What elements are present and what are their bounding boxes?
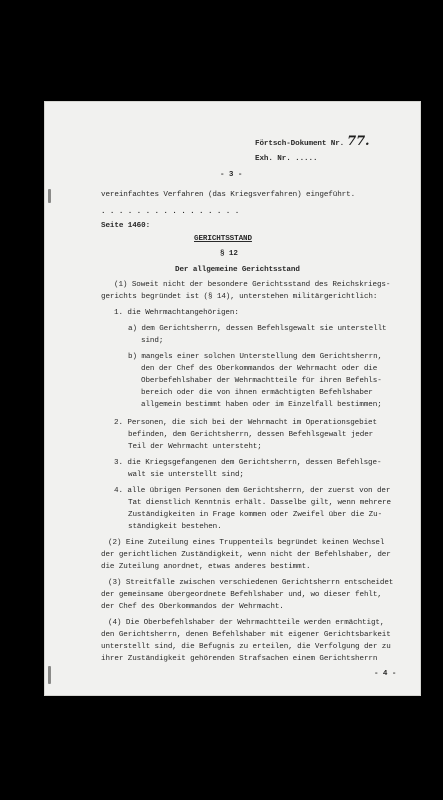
text-line: der gerichtlichen Zuständigkeit, wenn nicht der Befehlshaber, der <box>101 551 391 559</box>
text-line: befinden, dem Gerichtsherrn, dessen Befehlsgewalt jeder <box>128 431 374 439</box>
text-line: unterstellt sind, die Befugnis zu erteilen, die Verfolgung der zu <box>101 643 391 651</box>
list-item: 3. die Kriegsgefangenen dem Gerichtsherrn, dessen Befehlsge- <box>114 459 382 467</box>
document-number-line <box>255 134 370 151</box>
text-line: Zuständigkeiten in Frage kommen oder Zweifel über die Zu- <box>128 511 383 519</box>
text-line: (1) Soweit nicht der besondere Gerichtsstand des Reichskriegs- <box>114 281 391 289</box>
text-line: Tat dienstlich Kenntnis erhält. Dasselbe gilt, wenn mehrere <box>128 499 391 507</box>
document-number-handwritten: 77. <box>347 134 370 149</box>
text-line: den Gerichtsherrn, denen Befehlshaber mit eigener Gerichtsbarkeit <box>101 631 391 639</box>
text-line: (3) Streitfälle zwischen verschiedenen Gerichtsherrn entscheidet <box>108 579 394 587</box>
text-line: ständigkeit bestehen. <box>128 523 222 531</box>
ellipsis-line: . . . . . . . . . . . . . . . . <box>101 208 240 216</box>
binding-mark-top <box>48 189 51 203</box>
text-line: (4) Die Oberbefehlshaber der Wehrmachtteile werden ermächtigt, <box>108 619 385 627</box>
text-line: die Zuteilung anordnet, etwas anderes bestimmt. <box>101 563 311 571</box>
text-line: gerichts begründet ist (§ 14), unterstehen militärgerichtlich: <box>101 293 378 301</box>
text-line: vereinfachtes Verfahren (das Kriegsverfahren) eingeführt. <box>101 191 356 199</box>
document-label: Förtsch-Dokument Nr. <box>255 140 345 148</box>
document-page <box>44 101 421 696</box>
subheading: Der allgemeine Gerichtsstand <box>175 266 300 274</box>
text-line: den der Chef des Oberkommandos der Wehrmacht oder die <box>141 365 378 373</box>
exhibit-number: Exh. Nr. ..... <box>255 155 318 163</box>
page-reference: Seite 1460: <box>101 222 151 230</box>
text-line: Teil der Wehrmacht untersteht; <box>128 443 262 451</box>
next-page-marker: - 4 - <box>374 670 397 678</box>
text-line: bereich oder die von ihnen ermächtigten Befehlshaber <box>141 389 373 397</box>
text-line: Oberbefehlshaber der Wehrmachtteile für ihren Befehls- <box>141 377 382 385</box>
list-item: 1. die Wehrmachtangehörigen: <box>114 309 239 317</box>
list-item: 2. Personen, die sich bei der Wehrmacht im Operationsgebiet <box>114 419 377 427</box>
text-line: walt sie unterstellt sind; <box>128 471 244 479</box>
text-line: der gemeinsame übergeordnete Befehlshaber und, wo dieser fehlt, <box>101 591 382 599</box>
paragraph-symbol: § 12 <box>220 250 238 258</box>
binding-mark-bottom <box>48 666 51 684</box>
list-item: 4. alle übrigen Personen dem Gerichtsherrn, der zuerst von der <box>114 487 391 495</box>
text-line: a) dem Gerichtsherrn, dessen Befehlsgewalt sie unterstellt <box>128 325 387 333</box>
text-line: b) mangels einer solchen Unterstellung dem Gerichtsherrn, <box>128 353 383 361</box>
section-heading: GERICHTSSTAND <box>194 235 252 243</box>
page-number: - 3 - <box>220 171 243 179</box>
text-line: sind; <box>141 337 164 345</box>
text-line: (2) Eine Zuteilung eines Truppenteils begründet keinen Wechsel <box>108 539 385 547</box>
text-line: der Chef des Oberkommandos der Wehrmacht. <box>101 603 284 611</box>
text-line: ihrer Zuständigkeit gehörenden Strafsachen einem Gerichtsherrn <box>101 655 378 663</box>
text-line: allgemein bestimmt haben oder im Einzelfall bestimmen; <box>141 401 382 409</box>
